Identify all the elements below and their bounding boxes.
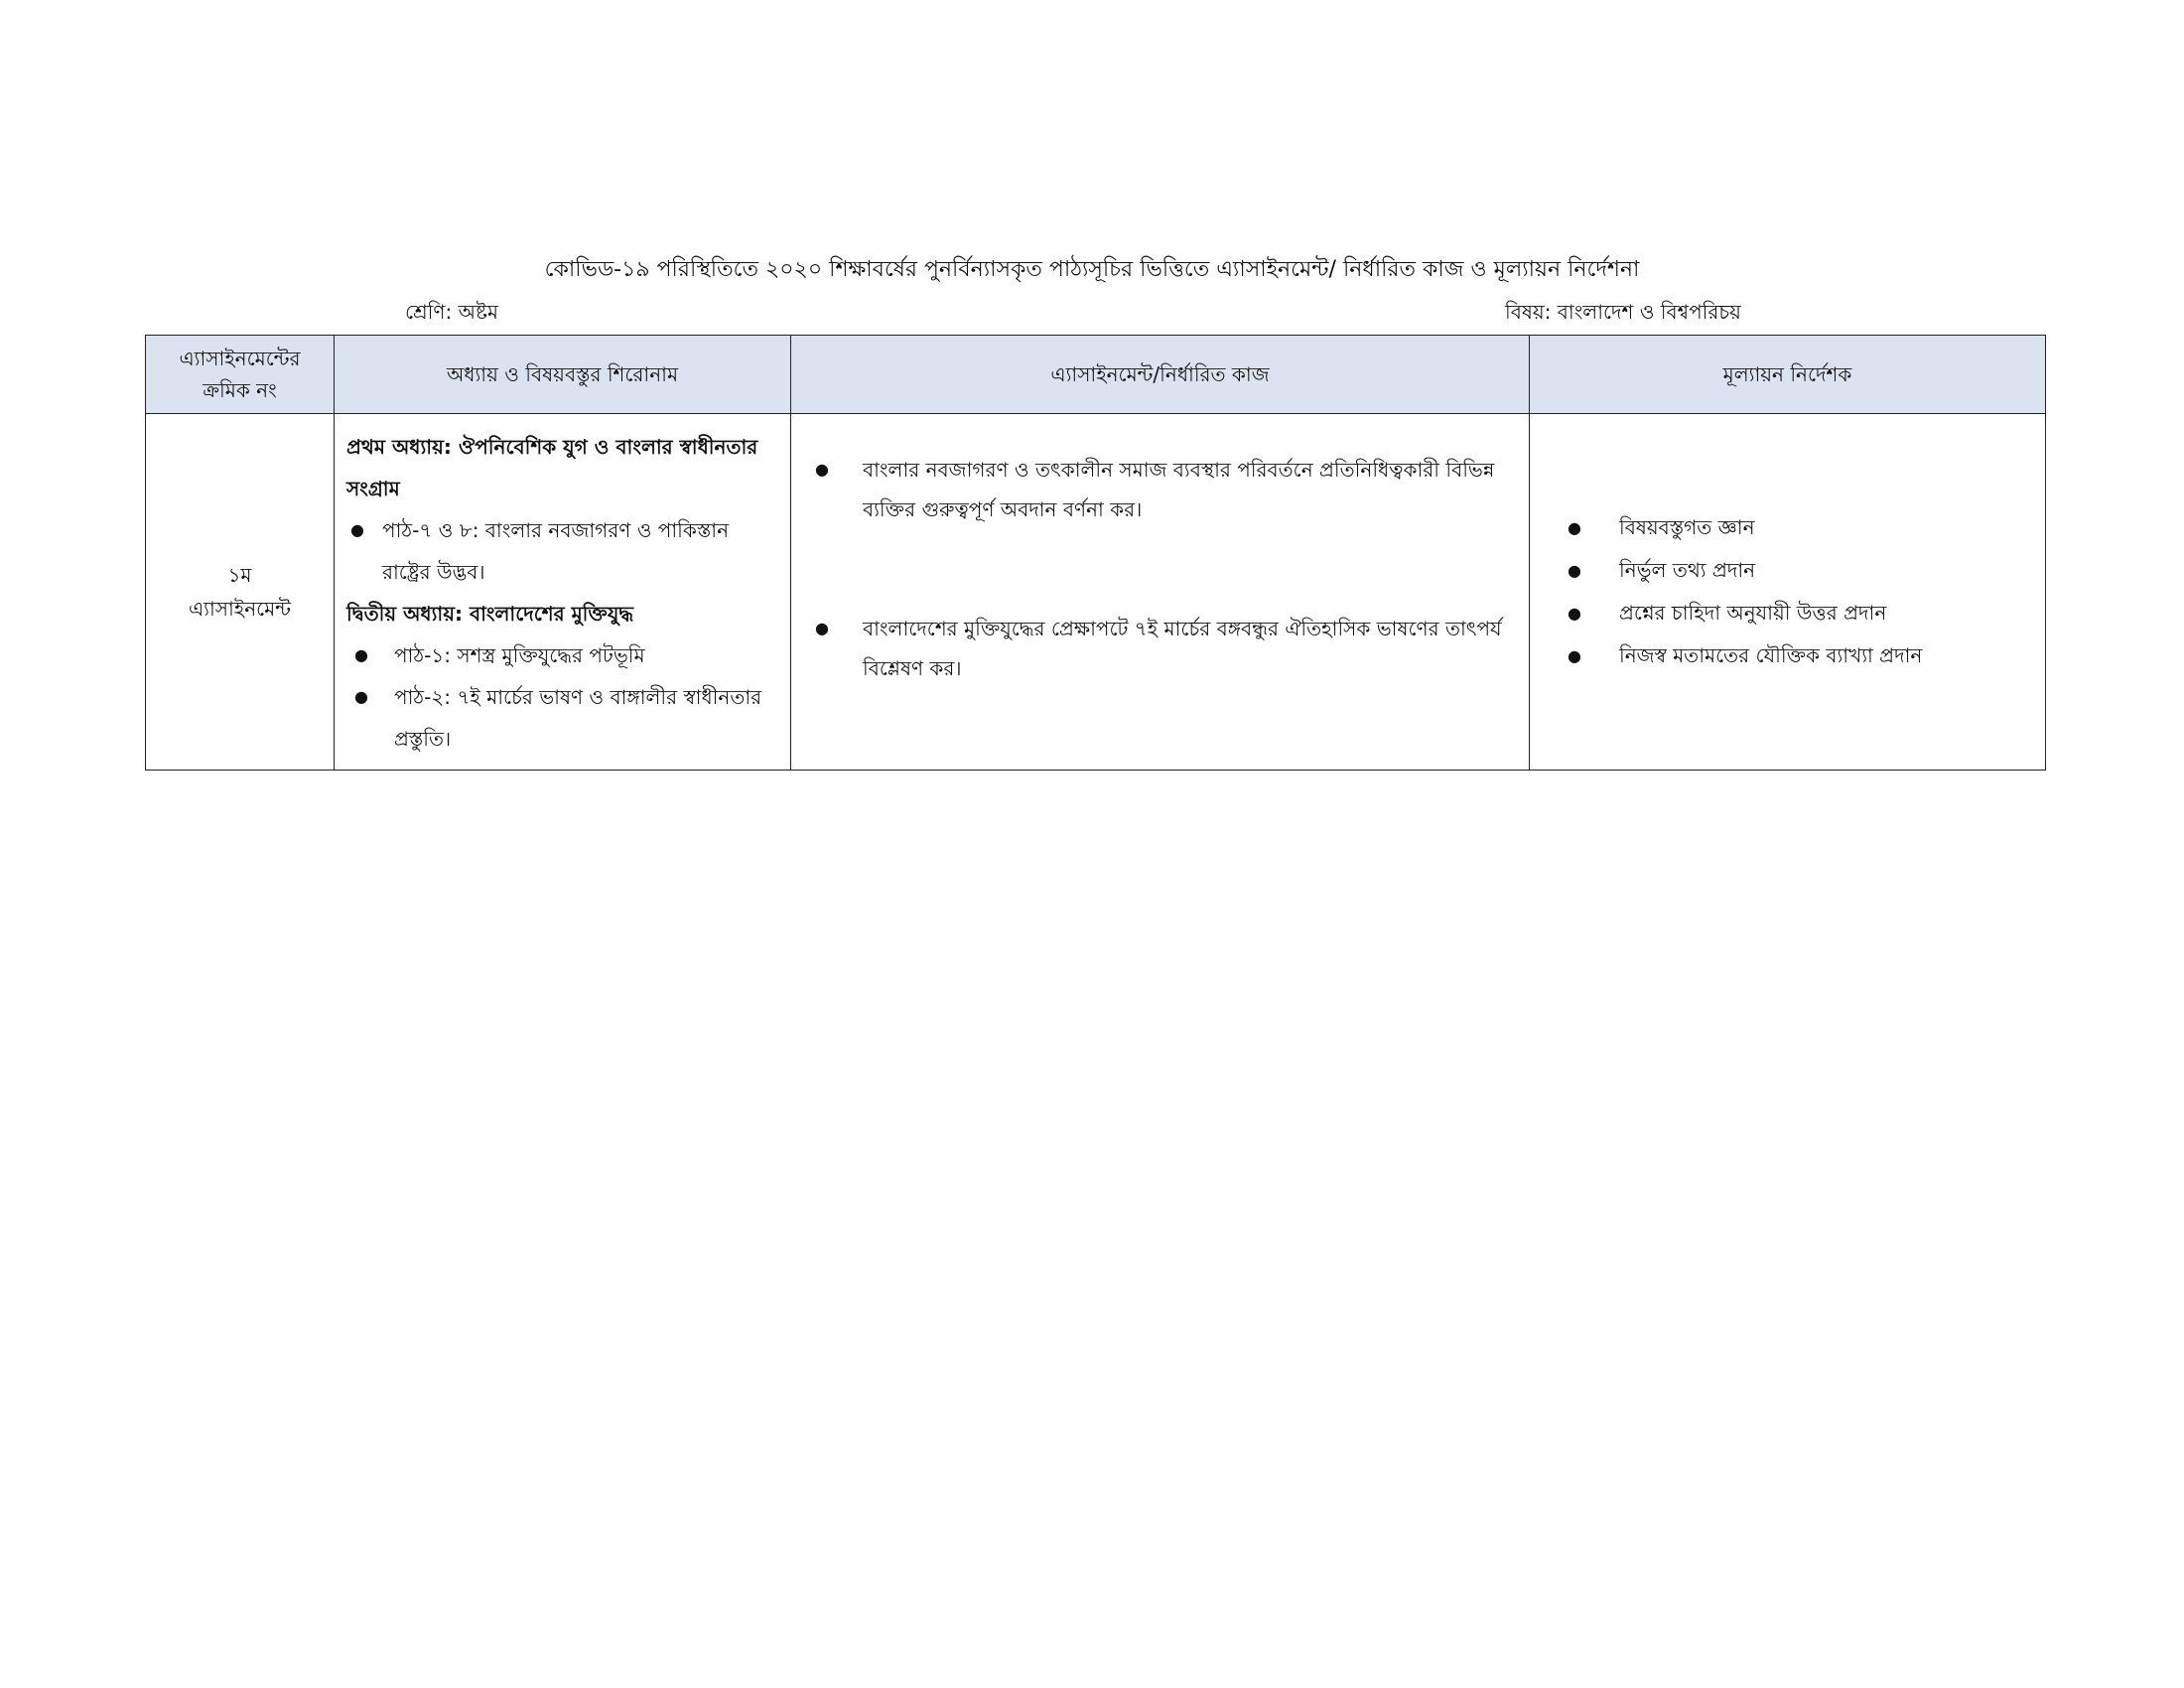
bullet-icon: ● (815, 460, 829, 479)
lesson-item (346, 676, 780, 760)
bullet-icon: ● (1568, 561, 1581, 580)
class-label: শ্রেণি: অষ্টম (405, 300, 498, 324)
header-row (146, 336, 2046, 414)
task-list (811, 450, 1517, 688)
serial-number: ১ম (227, 563, 252, 587)
chapter-title: দ্বিতীয় অধ্যায়: বাংলাদেশের মুক্তিযুদ্ধ (346, 602, 634, 626)
table-header (146, 336, 2046, 414)
lesson-list (346, 634, 780, 760)
serial-label: এ্যাসাইনমেন্ট (188, 597, 292, 621)
tasks-cell (791, 414, 1530, 771)
lesson-text: পাঠ-২: ৭ই মার্চের ভাষণ ও বাঙ্গালীর স্বাধীনতার প্রস্তুতি। (394, 685, 762, 751)
topics-cell (335, 414, 791, 771)
bullet-icon: ● (1568, 518, 1581, 537)
criteria-cell (1530, 414, 2046, 771)
column-header-serial-line1: এ্যাসাইনমেন্টের (179, 347, 301, 370)
bullet-icon: ● (815, 619, 829, 637)
task-text: বাংলার নবজাগরণ ও তৎকালীন সমাজ ব্যবস্থার পরিবর্তনে প্রতিনিধিত্বকারী বিভিন্ন ব্যক্তির গুরুত্বপূর্ণ অবদান বর্ণনা কর। (863, 458, 1495, 521)
task-text: বাংলাদেশের মুক্তিযুদ্ধের প্রেক্ষাপটে ৭ই মার্চের বঙ্গবন্ধুর ঐতিহাসিক ভাষণের তাৎপর্য বিশ্লেষণ কর। (863, 617, 1502, 680)
serial-cell (146, 414, 335, 771)
task-item (811, 450, 1517, 529)
column-header-serial-line2: ক্রমিক নং (203, 378, 277, 402)
criteria-text: প্রশ্নের চাহিদা অনুযায়ী উত্তর প্রদান (1619, 601, 1887, 625)
criteria-item (1550, 592, 2033, 634)
lesson-text: পাঠ-১: সশস্ত্র মুক্তিযুদ্ধের পটভূমি (394, 643, 645, 667)
column-header-topics: অধ্যায় ও বিষয়বস্তুর শিরোনাম (335, 336, 791, 414)
lesson-item (346, 634, 780, 676)
table-body (146, 414, 2046, 771)
criteria-list (1550, 506, 2033, 677)
page-title: কোভিড-১৯ পরিস্থিতিতে ২০২০ শিক্ষাবর্ষের পুনর্বিন্যাসকৃত পাঠ্যসূচির ভিত্তিতে এ্যাসাইনমেন্ট/ নির্ধারিত কাজ ও মূল্যায়ন নির্দেশনা (544, 257, 1640, 282)
bullet-icon: ● (1568, 646, 1581, 665)
criteria-item (1550, 634, 2033, 677)
subject-label: বিষয়: বাংলাদেশ ও বিশ্বপরিচয় (1505, 300, 1741, 324)
bullet-icon: ● (1568, 604, 1581, 623)
column-header-criteria: মূল্যায়ন নির্দেশক (1530, 336, 2046, 414)
lesson-list (346, 509, 780, 593)
bullet-icon: ● (354, 645, 368, 664)
lesson-text: পাঠ-৭ ও ৮: বাংলার নবজাগরণ ও পাকিস্তান রাষ্ট্রের উদ্ভব। (382, 518, 730, 584)
task-item (811, 609, 1517, 688)
criteria-text: নিজস্ব মতামতের যৌক্তিক ব্যাখ্যা প্রদান (1619, 643, 1923, 667)
bullet-icon: ● (354, 687, 368, 706)
bullet-icon: ● (350, 520, 364, 539)
table-row (146, 414, 2046, 771)
column-header-serial (146, 336, 335, 414)
assignment-table (145, 335, 2046, 771)
column-header-tasks: এ্যাসাইনমেন্ট/নির্ধারিত কাজ (791, 336, 1530, 414)
lesson-item (346, 509, 780, 593)
criteria-text: বিষয়বস্তুগত জ্ঞান (1619, 515, 1755, 539)
criteria-text: নির্ভুল তথ্য প্রদান (1619, 558, 1756, 582)
criteria-item (1550, 506, 2033, 549)
criteria-item (1550, 549, 2033, 592)
chapter-title: প্রথম অধ্যায়: ঔপনিবেশিক যুগ ও বাংলার স্বাধীনতার সংগ্রাম (346, 435, 758, 500)
